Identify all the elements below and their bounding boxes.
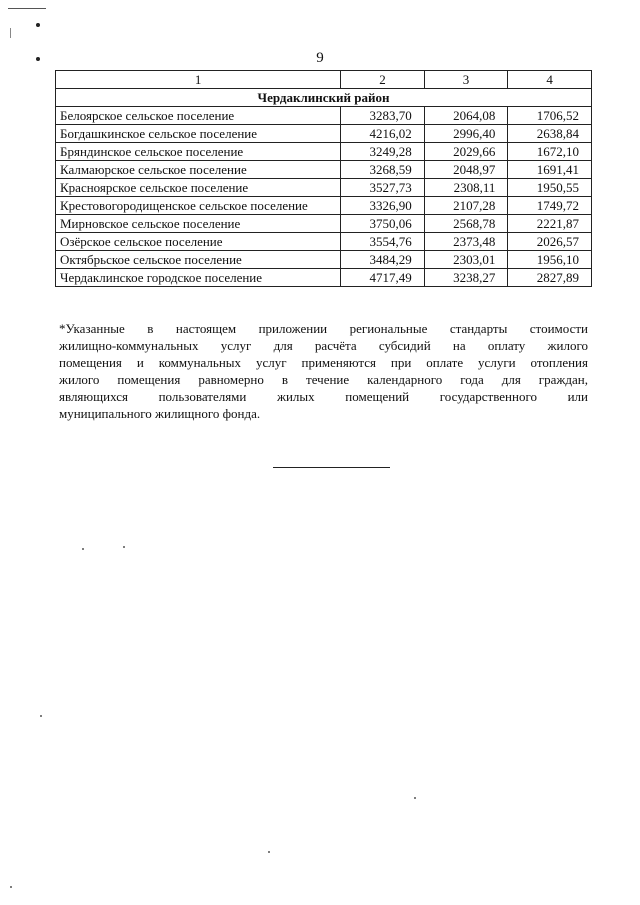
settlement-name: Озёрское сельское поселение [56, 233, 341, 251]
table-row [56, 269, 592, 287]
scan-speck [414, 797, 416, 799]
table-row [56, 125, 592, 143]
value-col-4: 2638,84 [508, 125, 592, 143]
footnote [59, 320, 588, 422]
column-header: 1 [56, 71, 341, 89]
footnote-line: жилищно-коммунальных услуг для расчёта субсидий на оплату жилого [59, 338, 588, 353]
value-col-2: 3249,28 [341, 143, 425, 161]
value-col-4: 1956,10 [508, 251, 592, 269]
footnote-line: помещения и коммунальных услуг применяются при оплате услуги отопления [59, 355, 588, 370]
value-col-3: 2568,78 [424, 215, 508, 233]
value-col-3: 2029,66 [424, 143, 508, 161]
value-col-3: 2107,28 [424, 197, 508, 215]
table-header-row [56, 71, 592, 89]
settlement-name: Богдашкинское сельское поселение [56, 125, 341, 143]
value-col-2: 3527,73 [341, 179, 425, 197]
table-row [56, 143, 592, 161]
value-col-4: 1706,52 [508, 107, 592, 125]
footnote-line: муниципального жилищного фонда. [59, 406, 261, 421]
value-col-2: 4717,49 [341, 269, 425, 287]
value-col-2: 4216,02 [341, 125, 425, 143]
value-col-2: 3326,90 [341, 197, 425, 215]
scan-speck [268, 851, 270, 853]
value-col-2: 3484,29 [341, 251, 425, 269]
table-row [56, 179, 592, 197]
settlement-name: Калмаюрское сельское поселение [56, 161, 341, 179]
column-header: 3 [424, 71, 508, 89]
settlement-name: Красноярское сельское поселение [56, 179, 341, 197]
value-col-3: 2373,48 [424, 233, 508, 251]
column-header: 4 [508, 71, 592, 89]
closing-rule [273, 467, 390, 468]
standards-table [55, 70, 592, 287]
footnote-line: *Указанные в настоящем приложении региональные стандарты стоимости [59, 321, 588, 336]
region-title: Чердаклинский район [56, 89, 592, 107]
table-row [56, 215, 592, 233]
table-row [56, 197, 592, 215]
region-row [56, 89, 592, 107]
scan-artifact-mark [36, 23, 40, 27]
page-number: 9 [316, 50, 324, 66]
value-col-4: 2026,57 [508, 233, 592, 251]
footnote-line: являющихся пользователями жилых помещений государственного или [59, 389, 588, 404]
value-col-2: 3283,70 [341, 107, 425, 125]
table-row [56, 233, 592, 251]
settlement-name: Чердаклинское городское поселение [56, 269, 341, 287]
table-row [56, 107, 592, 125]
scan-speck [123, 546, 125, 548]
scan-speck [10, 886, 12, 888]
value-col-3: 2303,01 [424, 251, 508, 269]
value-col-4: 2221,87 [508, 215, 592, 233]
value-col-4: 1672,10 [508, 143, 592, 161]
column-header: 2 [341, 71, 425, 89]
value-col-4: 2827,89 [508, 269, 592, 287]
value-col-2: 3554,76 [341, 233, 425, 251]
value-col-3: 2048,97 [424, 161, 508, 179]
scan-speck [40, 715, 42, 717]
settlement-name: Крестовогородищенское сельское поселение [56, 197, 341, 215]
scan-speck [82, 548, 84, 550]
value-col-4: 1950,55 [508, 179, 592, 197]
settlement-name: Октябрьское сельское поселение [56, 251, 341, 269]
value-col-4: 1749,72 [508, 197, 592, 215]
value-col-3: 2308,11 [424, 179, 508, 197]
value-col-2: 3268,59 [341, 161, 425, 179]
scan-artifact-dash [10, 28, 11, 38]
scan-artifact-line [8, 8, 46, 9]
table-row [56, 161, 592, 179]
value-col-3: 2996,40 [424, 125, 508, 143]
value-col-3: 3238,27 [424, 269, 508, 287]
settlement-name: Мирновское сельское поселение [56, 215, 341, 233]
value-col-4: 1691,41 [508, 161, 592, 179]
settlement-name: Бряндинское сельское поселение [56, 143, 341, 161]
footnote-line: жилого помещения равномерно в течение календарного года для граждан, [59, 372, 588, 387]
value-col-3: 2064,08 [424, 107, 508, 125]
value-col-2: 3750,06 [341, 215, 425, 233]
settlement-name: Белоярское сельское поселение [56, 107, 341, 125]
table-row [56, 251, 592, 269]
